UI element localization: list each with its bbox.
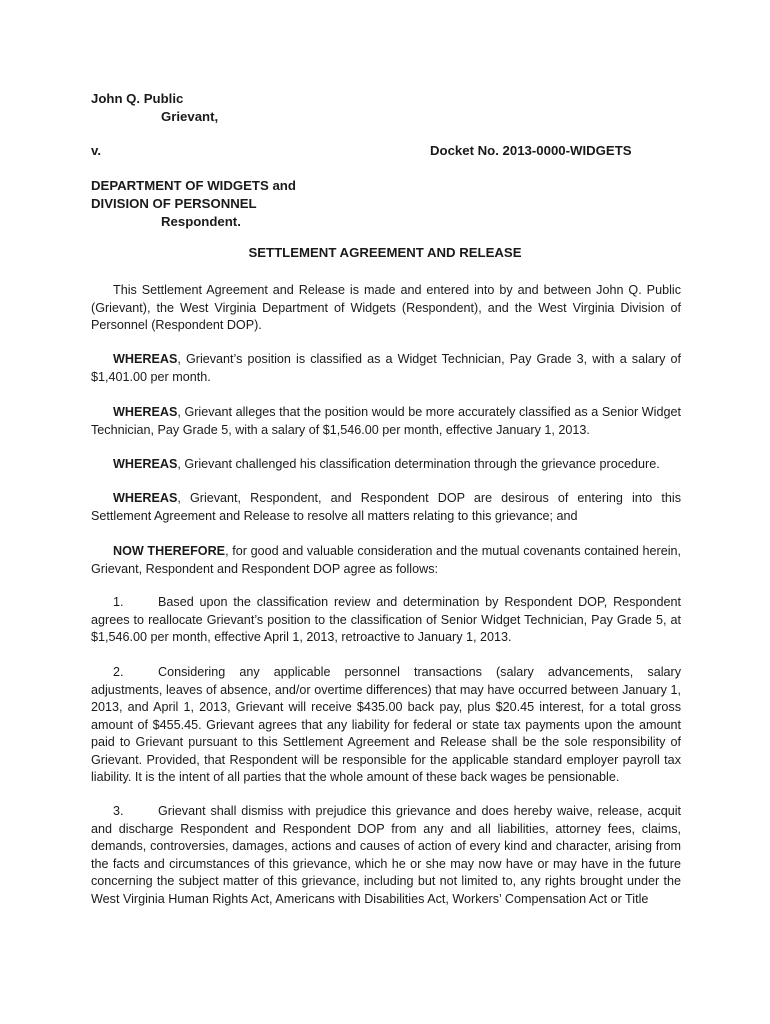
clause-3 — [91, 803, 681, 908]
docket-number: Docket No. 2013-0000-WIDGETS — [430, 143, 632, 158]
now-therefore-keyword: NOW THEREFORE — [113, 544, 226, 558]
whereas-keyword: WHEREAS — [113, 491, 178, 505]
whereas-paragraph-1 — [91, 351, 681, 386]
now-therefore-text: , for good and valuable consideration and the mutual covenants contained herein, Grievant, Respondent and Respondent DOP agree as follows: — [91, 544, 682, 576]
respondent-line-1: DEPARTMENT OF WIDGETS and — [91, 178, 296, 193]
clause-text: Grievant shall dismiss with prejudice this grievance and does hereby waive, release, acquit and discharge Respondent and Respondent DOP from any and all liabilities, attorney fees, claims, demands, controversies, damages, actions and causes of action of every kind and character, arising from the facts and circumstances of this grievance, which he or she may now have or may have in the future concerning the subject matter of this grievance, including but not limited to, any rights brought under the West Virginia Human Rights Act, Americans with Disabilities Act, Workers’ Compensation Act or Title — [91, 804, 681, 906]
clause-text: Based upon the classification review and determination by Respondent DOP, Respondent agrees to reallocate Grievant’s position to the classification of Senior Widget Technician, Pay Grade 5, at $1,546.00 per month, effective April 1, 2013, retroactive to January 1, 2013. — [91, 595, 681, 644]
whereas-keyword: WHEREAS — [113, 457, 178, 471]
intro-paragraph: This Settlement Agreement and Release is made and entered into by and between John Q. Public (Grievant), the West Virginia Department of Widgets (Respondent), and the West Virginia Division of Personnel (Respondent DOP). — [91, 283, 681, 332]
respondent-role: Respondent. — [161, 214, 241, 229]
whereas-text: , Grievant challenged his classification determination through the grievance procedure. — [177, 457, 660, 471]
whereas-paragraph-4 — [91, 490, 681, 525]
clause-2 — [91, 664, 681, 787]
whereas-paragraph-2 — [91, 404, 681, 439]
clause-1 — [91, 594, 681, 647]
whereas-paragraph-3 — [91, 456, 681, 474]
clause-number: 2. — [113, 665, 124, 679]
whereas-text: , Grievant, Respondent, and Respondent DOP are desirous of entering into this Settlement Agreement and Release to resolve all matters relating to this grievance; and — [91, 491, 681, 523]
whereas-text: , Grievant alleges that the position would be more accurately classified as a Senior Widget Technician, Pay Grade 5, with a salary of $1,546.00 per month, effective January 1, 2013. — [91, 405, 681, 437]
grievant-role: Grievant, — [161, 109, 219, 124]
whereas-keyword: WHEREAS — [113, 405, 178, 419]
clause-number: 1. — [113, 595, 124, 609]
whereas-text: , Grievant’s position is classified as a Widget Technician, Pay Grade 3, with a salary of $1,401.00 per month. — [91, 352, 681, 384]
case-caption-respondent — [91, 177, 296, 231]
versus-label: v. — [91, 143, 102, 158]
case-caption-grievant — [91, 90, 218, 126]
document-title: SETTLEMENT AGREEMENT AND RELEASE — [248, 245, 522, 260]
grievant-name: John Q. Public — [91, 91, 184, 106]
clause-text: Considering any applicable personnel transactions (salary advancements, salary adjustments, leaves of absence, and/or overtime differences) that may have occurred between January 1, 2013, and April 1, 2013, Grievant will receive $435.00 back pay, plus $20.45 interest, for a total gross amount of $455.45. Grievant agrees that any liability for federal or state tax payments upon the amount paid to Grievant pursuant to this Settlement Agreement and Release shall be the sole responsibility of Grievant. Provided, that Respondent will be responsible for the applicable standard employer payroll tax liability. It is the intent of all parties that the whole amount of these back wages be pensionable. — [91, 665, 681, 784]
whereas-keyword: WHEREAS — [113, 352, 178, 366]
respondent-line-2: DIVISION OF PERSONNEL — [91, 196, 257, 211]
now-therefore-paragraph — [91, 543, 681, 578]
clause-number: 3. — [113, 804, 124, 818]
